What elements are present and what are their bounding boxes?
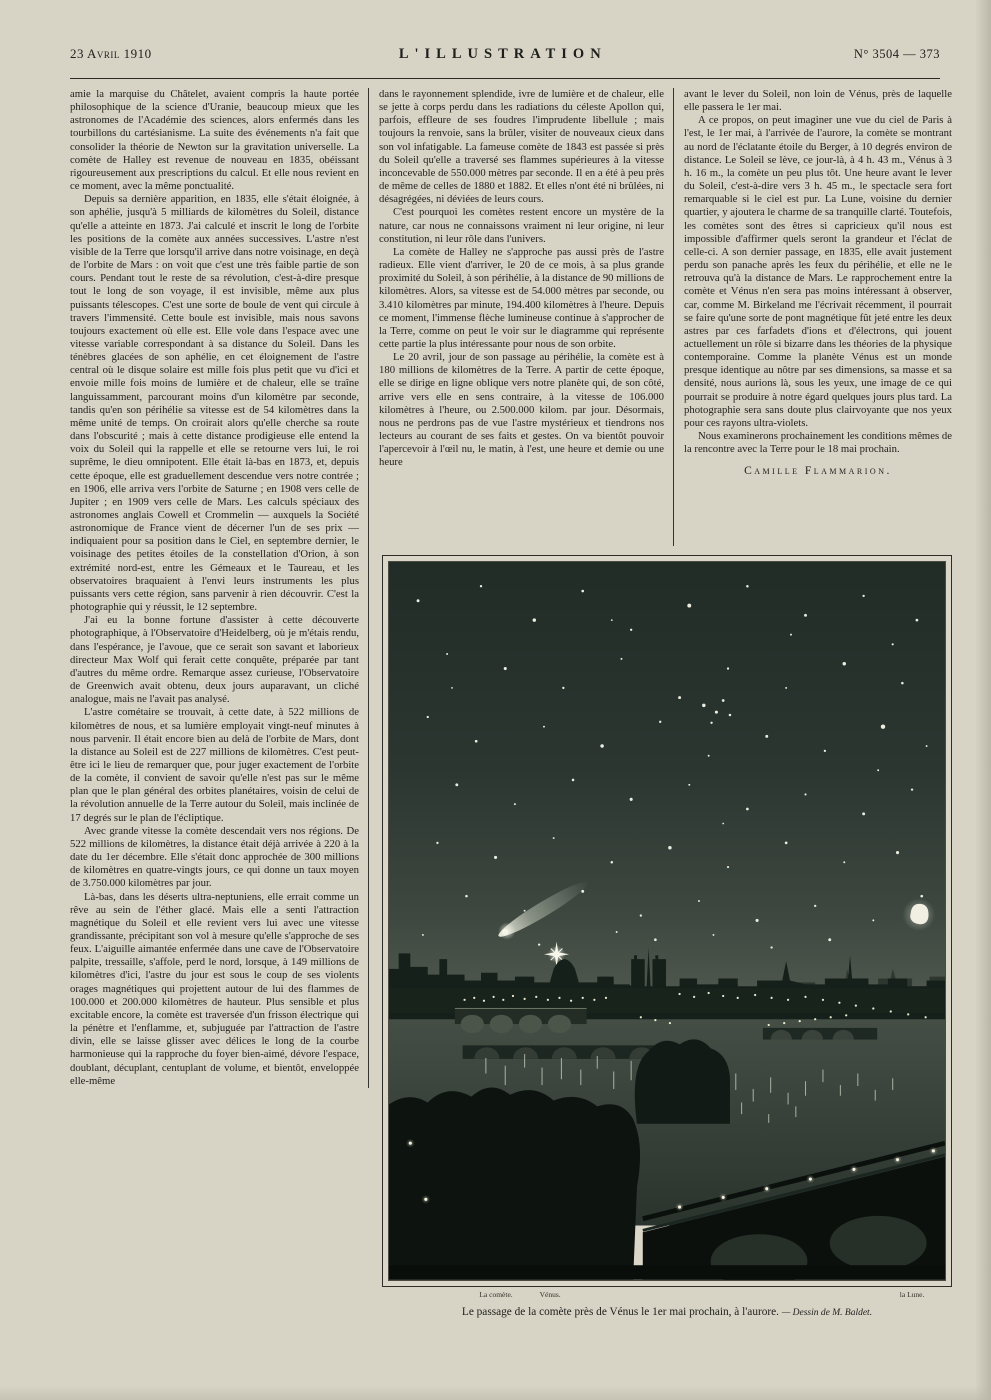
illustration-block [382, 555, 952, 1318]
sky [389, 562, 945, 1017]
paragraph: Avec grande vitesse la comète descendait vers nos régions. De 522 millions de kilomètres, la distance était déjà arrivée à 220 à la date du 1er décembre. Elle s'était donc approchée de 300 millions de kilomètres en quatre-vingts jours, ce qui donne un taux moyen de 3.750.000 kilomètres par jour. [70, 824, 359, 890]
plate-object-labels [382, 1290, 952, 1302]
illustration-caption [382, 1306, 952, 1318]
issue-date: 23 Avril 1910 [70, 46, 152, 61]
caption-text: Le passage de la comète près de Vénus le 1er mai prochain, à l'aurore. [461, 1305, 779, 1318]
column-1 [70, 88, 369, 1088]
island-trees [635, 1039, 730, 1123]
caption-credit: — Dessin de M. Baldet. [781, 1307, 873, 1318]
paragraph: Depuis sa dernière apparition, en 1835, elle s'était éloignée, à son aphélie, jusqu'à 5 milliards de kilomètres du Soleil, distance qu'elle a atteinte en 1873. J'ai calculé et inscrit le long de l'orbite les positions de la comète aux années successives. L'astre n'est visible de la Terre que lorsqu'il arrive dans notre voisinage, en deçà de l'orbite de Mars : on voit que c'est une très faible partie de son cours. Pendant tout le reste de sa révolution, c'est-à-dire presque tout le long de son voyage, il est invisible, même aux plus puissants télescopes. C'est une sorte de boule de vent qui circule à travers l'immensité. Cette boule est invisible, mais nous savons toujours exactement où elle est. Elle vole dans l'espace avec une vitesse variable correspondant à sa distance du Soleil. Dans les ténèbres glacées de son aphélie, en cet éloignement de l'astre central où le disque solaire est mille fois plus petit que vu d'ici et envoie mille fois moins de lumière et de chaleur, elle se traîne languissamment, parcourant moins d'un kilomètre par seconde, tandis qu'en son périhélie sa vitesse est de 54 kilomètres dans la même unité de temps. On croirait alors qu'elle cherche sa route dans l'obscurité ; mais à cette distance prodigieuse elle entend la voix du Soleil qui la rappelle et elle se retourne vers lui, le roi suprême, le dieu omnipotent. Elle était là-bas en 1873, et, depuis cette époque, elle est graduellement descendue vers notre contrée ; en 1906, elle arriva vers l'orbite de Saturne ; en 1908 vers celle de Jupiter ; en 1909 vers celle de Mars. Les calculs spéciaux des astronomes anglais Cowell et Crommelin — auxquels la Société astronomique de France vient de décerner l'un de ses prix — indiquaient pour sa position dans le Ciel, en septembre dernier, le voisinage des petites étoiles de la constellation d'Orion, à son extrémité nord-est, entre les Gémeaux et le Taureau, et les observatoires braquaient à l'envi leurs instruments les plus puissants vers cette région, sans parvenir à rien découvrir. C'est la photographie qui y réussit, le 12 septembre. [70, 193, 359, 614]
paragraph: Là-bas, dans les déserts ultra-neptuniens, elle errait comme un rêve au sein de l'éther glacé. Mais elle a senti l'attraction magnétique du Soleil et elle revient vers lui avec une vitesse grandissante, précipitant son vol à mesure qu'elle s'approche de ses feux. L'aiguille aimantée enfermée dans une cave de l'Observatoire palpite, tressaille, s'affole, perd le nord, lorsque, à 149 millions de kilomètres d'ici, l'astre du jour est sous le coup de ses violents orages magnétiques qui projettent autour de lui des flammes de 100.000 et 200.000 kilomètres de hauteur. Plus sensible et plus excitable encore, la comète est traversée d'un frisson électrique qui la pénètre et l'enflamme, et, subjuguée par l'attraction de l'astre divin, elle se laisse glisser avec délices le long de la courbe harmonieuse qui la rapproche du foyer bien-aimé, dévore l'espace, doublant, décuplant, centuplant de volume, et bientôt, enveloppée elle-même [70, 890, 359, 1087]
comet-over-paris-illustration [388, 561, 946, 1281]
paragraph: L'astre cométaire se trouvait, à cette date, à 522 millions de kilomètres de nous, et sa lumière employait vingt-neuf minutes à nous parvenir. Il était encore bien au delà de l'orbite de Mars, dont la distance au Soleil est de 227 millions de kilomètres. C'est peut-être ici le lieu de remarquer que, pour juger exactement de l'orbite de la comète, il convient de savoir qu'elle n'est pas sur le même plan que le plan général des orbites planétaires, voisin de celui de la révolution annuelle de la Terre autour du Soleil, mais inclinée de 17 degrés sur le plan de l'écliptique. [70, 706, 359, 824]
paragraph: Nous examinerons prochainement les conditions mêmes de la rencontre avec la Terre pour le 18 mai prochain. [684, 430, 952, 456]
paragraph: avant le lever du Soleil, non loin de Vénus, près de laquelle elle passera le 1er mai. [684, 88, 952, 114]
paragraph: La comète de Halley ne s'approche pas aussi près de l'astre radieux. Elle vient d'arriver, le 20 de ce mois, à sa plus grande proximité du Soleil, à son périhélie, à la distance de 90 millions de kilomètres. Alors, sa vitesse est de 54.000 mètres par seconde, ou 3.410 kilomètres par minute, 194.400 kilomètres à l'heure. Depuis ce moment, l'immense flèche lumineuse continue à s'approcher de la Terre, comme on peut le voir sur le diagramme qui représente cette partie la plus intéressante pour nous de son orbite. [379, 245, 664, 350]
header-rule [70, 78, 940, 79]
author-signature: Camille Flammarion. [744, 465, 892, 478]
comet-label: La comète. [479, 1289, 513, 1299]
paragraph: A ce propos, on peut imaginer une vue du ciel de Paris à l'est, le 1er mai, à l'arrivée de l'aurore, la comète se montrant au nord de l'éclatante étoile du Berger, à 10 degrés environ de distance. Le Soleil se lève, ce jour-là, à 4 h. 43 m., Vénus à 3 h. 16 m., la comète un peu plus tôt. Une heure avant le lever du Soleil, c'est-à-dire vers 3 h. 45 m., le spectacle sera fort remarquable si le ciel est pur. La Lune, voisine du dernier quartier, y ajoutera le charme de sa tranquille clarté. Toutefois, les comètes sont des êtres si capricieux qu'il nous est impossible d'affirmer quels seront la grandeur et l'éclat de celle-ci. A son dernier passage, en 1835, elle avait justement perdu son panache après les feux du périhélie, et elle ne le retrouva qu'à la distance de Mars. Le rapprochement entre la comète et Vénus n'en sera pas moins intéressant à observer, car, comme M. Birkeland me l'écrivait récemment, il pourrait se faire qu'une sorte de pont magnétique fût jeté entre les deux astres par ces farfadets d'ions et d'électrons, qui jouent actuellement un rôle si bizarre dans les théories de la physique contemporaine. Comme la planète Vénus est un monde presque identique au nôtre par ses dimensions, sa masse et sa densité, nous aurions là, sous les yeux, une image de ce qui pourrait se produire à notre égard quelques jours plus tard. La photographie sera sans doute plus clairvoyante que nos yeux pour ces rayons ultra-violets. [684, 114, 952, 429]
moon [902, 898, 935, 931]
stone-bridge [463, 1045, 674, 1059]
column-2 [379, 88, 674, 546]
column-3 [674, 88, 952, 490]
bottom-quay [389, 1265, 945, 1280]
page-header [70, 46, 940, 70]
paragraph: amie la marquise du Châtelet, avaient compris la haute portée philosophique de la science d'Uranie, beaucoup mieux que les astronomes de l'Académie des sciences, alors enfermés dans les tourbillons du cartésianisme. La suite des événements n'a fait que consolider la théorie de Newton sur la gravitation universelle. La comète de Halley est revenue de nouveau en 1835, obéissant rigoureusement aux prescriptions du calcul. Et elle nous revient en ce moment, avec la même ponctualité. [70, 88, 359, 193]
column-3-text [684, 88, 952, 456]
illustration-frame [382, 555, 952, 1287]
paragraph: Le 20 avril, jour de son passage au périhélie, la comète est à 180 millions de kilomètres de la Terre. A partir de cette époque, elle se dirige en ligne oblique vers notre planète qui, de son côté, arrive vers elle en sens contraire, à la vitesse de 106.000 kilomètres à l'heure, ou 2.500.000 kilom. par jour. Désormais, nous ne perdrons pas de vue l'astre mystérieux et tiendrons nos lecteurs au courant de ses faits et gestes. On va bientôt pouvoir l'apercevoir à l'œil nu, le matin, à l'est, une heure et demie ou une heure [379, 351, 664, 469]
venus-label: Vénus. [539, 1289, 561, 1299]
paragraph: C'est pourquoi les comètes restent encore un mystère de la nature, car nous ne connaissons vraiment ni leur origine, ni leur constitution, ni leur rôle dans l'univers. [379, 206, 664, 245]
night-sky-paris-drawing [389, 562, 945, 1280]
foreground-trees [389, 1087, 640, 1279]
right-section [369, 88, 952, 1318]
issue-number: N° 3504 — 373 [853, 47, 940, 61]
right-columns [379, 88, 952, 548]
paragraph: J'ai eu la bonne fortune d'assister à cette découverte photographique, à l'Observatoire d'Heidelberg, où je m'étais rendu, dans l'espérance, je l'avoue, que ce serait son savant et laborieux directeur Max Wolf qui ferait cette conquête, préparée par tant d'autres du même ordre. Remarque assez curieuse, l'Observatoire de Greenwich avait obtenu, deux jours auparavant, un cliché analogue, mais ne l'avait pas analysé. [70, 614, 359, 706]
paragraph: dans le rayonnement splendide, ivre de lumière et de chaleur, elle se jette à corps perdu dans les radiations du céleste Apollon qui, parfois, effleure de ses foudres l'imprudente libellule ; mais toujours la renvoie, sans la brûler, visiter de nouveaux cieux dans son vol infatigable. La fameuse comète de 1843 est passée si près du Soleil qu'elle a traversé ses flammes supérieures à la vitesse inconcevable de 550.000 mètres par seconde. Il en a été à peu près de même de celles de 1880 et 1882. Et elles n'ont été ni brûlées, ni désagrégées, ni déviées de leurs cours. [379, 88, 664, 206]
masthead-title: L'ILLUSTRATION [398, 46, 607, 62]
article-body [70, 88, 952, 1318]
right-bridge [763, 1028, 877, 1040]
moon-label: la Lune. [899, 1289, 925, 1299]
